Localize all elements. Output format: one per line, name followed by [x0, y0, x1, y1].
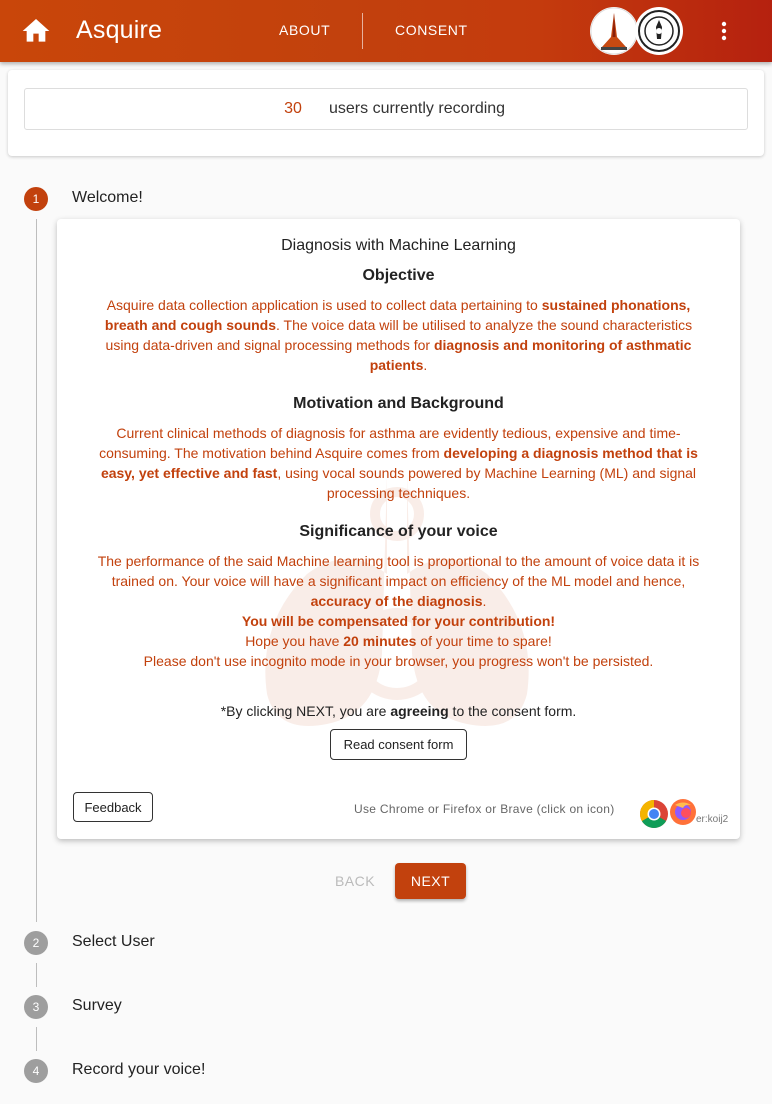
- step-3-indicator[interactable]: 3: [24, 995, 48, 1019]
- active-users-box: [24, 88, 748, 130]
- active-users-card: [8, 70, 764, 156]
- more-vert-icon[interactable]: [712, 18, 736, 44]
- time-text: Hope you have 20 minutes of your time to spare!: [245, 633, 552, 649]
- consent-note: *By clicking NEXT, you are agreeing to the consent form.: [220, 703, 577, 719]
- objective-title: Objective: [362, 267, 435, 284]
- step-4-indicator[interactable]: 4: [24, 1059, 48, 1083]
- app-title: Asquire: [76, 16, 163, 44]
- step-2-label[interactable]: Select User: [72, 933, 155, 950]
- step-2-connector: [36, 963, 37, 987]
- browser-icons: [639, 796, 699, 835]
- nav-consent[interactable]: CONSENT: [395, 22, 468, 38]
- home-icon[interactable]: [20, 15, 52, 47]
- objective-text: Asquire data collection application is used to collect data pertaining to sustained phonations, breath and cough sounds. The voice data will be utilised to analyze the sound characteristics using data-driven and signal processing methods for diagnosis and monitoring of asthmatic patients.: [104, 297, 693, 373]
- version-label: er:koij2: [696, 814, 729, 825]
- compensation-text: You will be compensated for your contribution!: [241, 613, 556, 629]
- step-1-connector: [36, 219, 37, 922]
- read-consent-button[interactable]: Read consent form: [330, 729, 467, 760]
- incognito-warning: Please don't use incognito mode in your browser, you progress won't be persisted.: [143, 653, 654, 669]
- app-bar: [0, 0, 772, 62]
- step-3-connector: [36, 1027, 37, 1051]
- institute-logo-right[interactable]: [635, 7, 683, 55]
- firefox-icon[interactable]: [670, 799, 696, 825]
- nav-about[interactable]: ABOUT: [279, 22, 331, 38]
- active-users-label: users currently recording: [329, 100, 506, 117]
- motivation-title: Motivation and Background: [293, 395, 504, 412]
- step-2-indicator[interactable]: 2: [24, 931, 48, 955]
- feedback-button[interactable]: Feedback: [73, 792, 153, 822]
- institute-logo-left[interactable]: [590, 7, 638, 55]
- chrome-icon[interactable]: [640, 800, 668, 828]
- step-1-label[interactable]: Welcome!: [72, 189, 143, 206]
- next-button[interactable]: NEXT: [395, 863, 466, 899]
- browser-hint: Use Chrome or Firefox or Brave (click on icon): [354, 802, 615, 816]
- welcome-card: [57, 219, 740, 839]
- significance-title: Significance of your voice: [299, 523, 498, 540]
- significance-text: The performance of the said Machine learning tool is proportional to the amount of voice data it is trained on. Your voice will have a significant impact on efficiency of the ML model and hence, accuracy of the diagnosis.: [97, 553, 700, 609]
- step-3-label[interactable]: Survey: [72, 997, 122, 1014]
- motivation-text: Current clinical methods of diagnosis for asthma are evidently tedious, expensive and time-consuming. The motivation behind Asquire comes from developing a diagnosis method that is easy, yet effective and fast, using vocal sounds powered by Machine Learning (ML) and signal processing techniques.: [99, 425, 698, 501]
- step-4-label[interactable]: Record your voice!: [72, 1061, 206, 1078]
- card-heading: Diagnosis with Machine Learning: [281, 237, 516, 254]
- back-button[interactable]: BACK: [334, 873, 376, 889]
- nav-divider: [362, 13, 363, 49]
- active-users-count: 30: [284, 100, 302, 117]
- step-1-indicator[interactable]: 1: [24, 187, 48, 211]
